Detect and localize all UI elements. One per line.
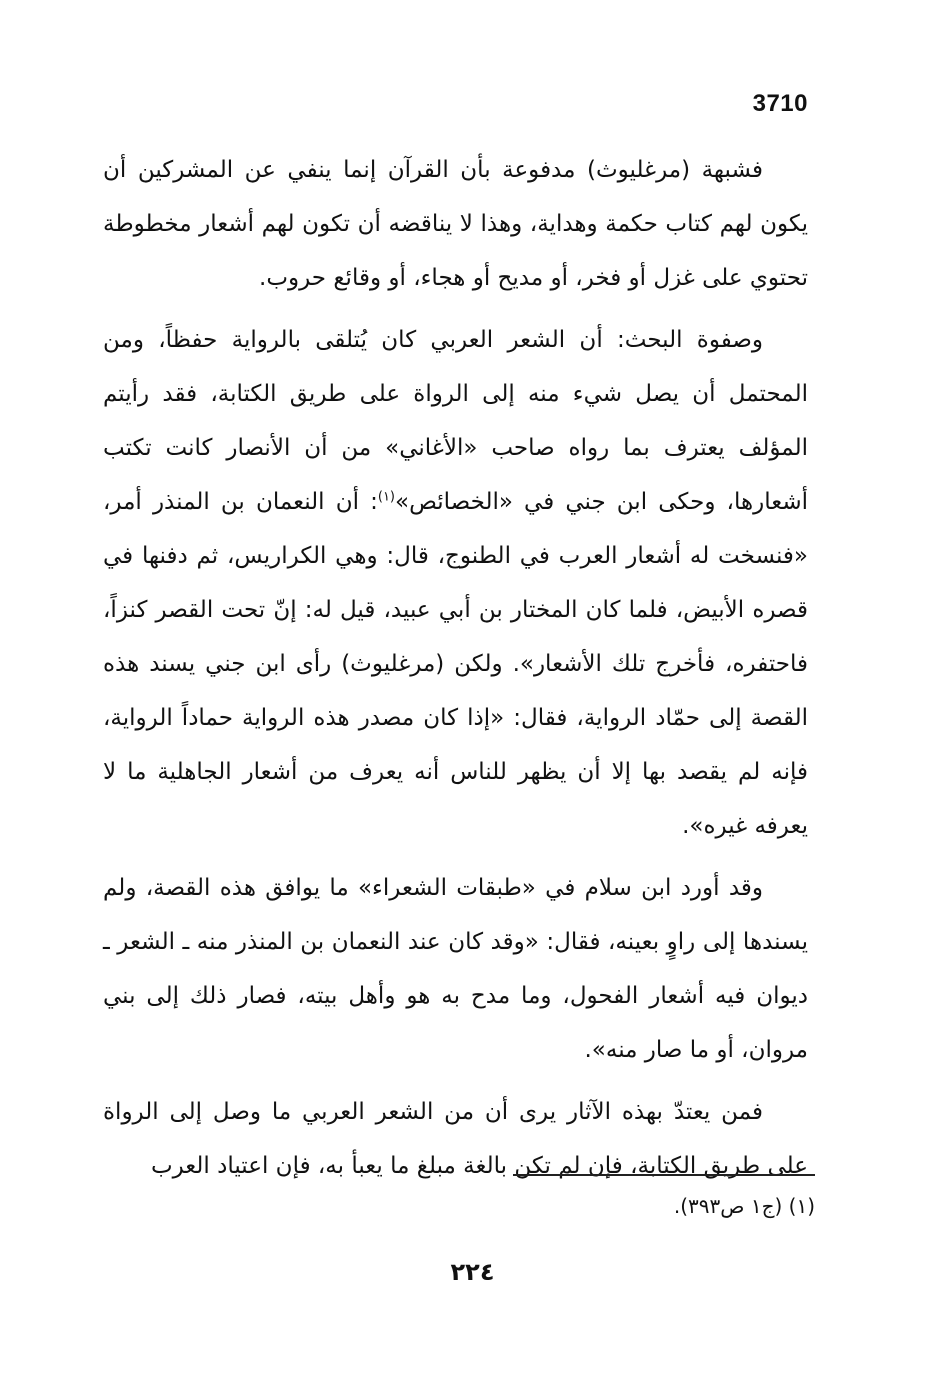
- main-text: [103, 143, 808, 1193]
- paragraph-2-part-1: وصفوة البحث: أن الشعر العربي كان يُتلقى بالرواية حفظاً، ومن المحتمل أن يصل شيء منه إلى الرواة على طريق الكتابة، فقد رأيتم المؤلف يعترف بما رواه صاحب «الأغاني» من أن الأنصار كانت تكتب أشعارها، وحكى ابن جني في «الخصائص»: [103, 327, 808, 515]
- footnote: (١) (ج١ ص٣٩٣).: [673, 1194, 815, 1218]
- paragraph-4: فمن يعتدّ بهذه الآثار يرى أن من الشعر العربي ما وصل إلى الرواة على طريق الكتابة، فإن لم تكن بالغة مبلغ ما يعبأ به، فإن اعتياد العرب: [103, 1099, 808, 1179]
- footnote-reference: (١): [377, 489, 395, 505]
- paragraph-2: [103, 313, 808, 853]
- footnote-divider: [513, 1174, 815, 1176]
- page-identifier: 3710: [752, 90, 808, 117]
- paragraph-3: وقد أورد ابن سلام في «طبقات الشعراء» ما يوافق هذه القصة، ولم يسندها إلى راوٍ بعينه، فقال: «وقد كان عند النعمان بن المنذر منه ـ الشعر ـ ديوان فيه أشعار الفحول، وما مدح به هو وأهل بيته، فصار ذلك إلى بني مروان، أو ما صار منه».: [103, 875, 808, 1063]
- page-number: ٢٢٤: [450, 1258, 495, 1286]
- paragraph-2-part-2: : أن النعمان بن المنذر أمر، «فنسخت له أشعار العرب في الطنوج، قال: وهي الكراريس، ثم دفنها في قصره الأبيض، فلما كان المختار بن أبي عبيد، قيل له: إنّ تحت القصر كنزاً، فاحتفره، فأخرج تلك الأشعار». ولكن (مرغليوث) رأى ابن جني يسند هذه القصة إلى حمّاد الرواية، فقال: «إذا كان مصدر هذه الرواية حماداً الرواية، فإنه لم يقصد بها إلا أن يظهر للناس أنه يعرف من أشعار الجاهلية ما لا يعرفه غيره».: [103, 489, 808, 839]
- paragraph-1: فشبهة (مرغليوث) مدفوعة بأن القرآن إنما ينفي عن المشركين أن يكون لهم كتاب حكمة وهداية، وهذا لا يناقضه أن تكون لهم أشعار مخطوطة تحتوي على غزل أو فخر، أو مديح أو هجاء، أو وقائع حروب.: [103, 157, 808, 291]
